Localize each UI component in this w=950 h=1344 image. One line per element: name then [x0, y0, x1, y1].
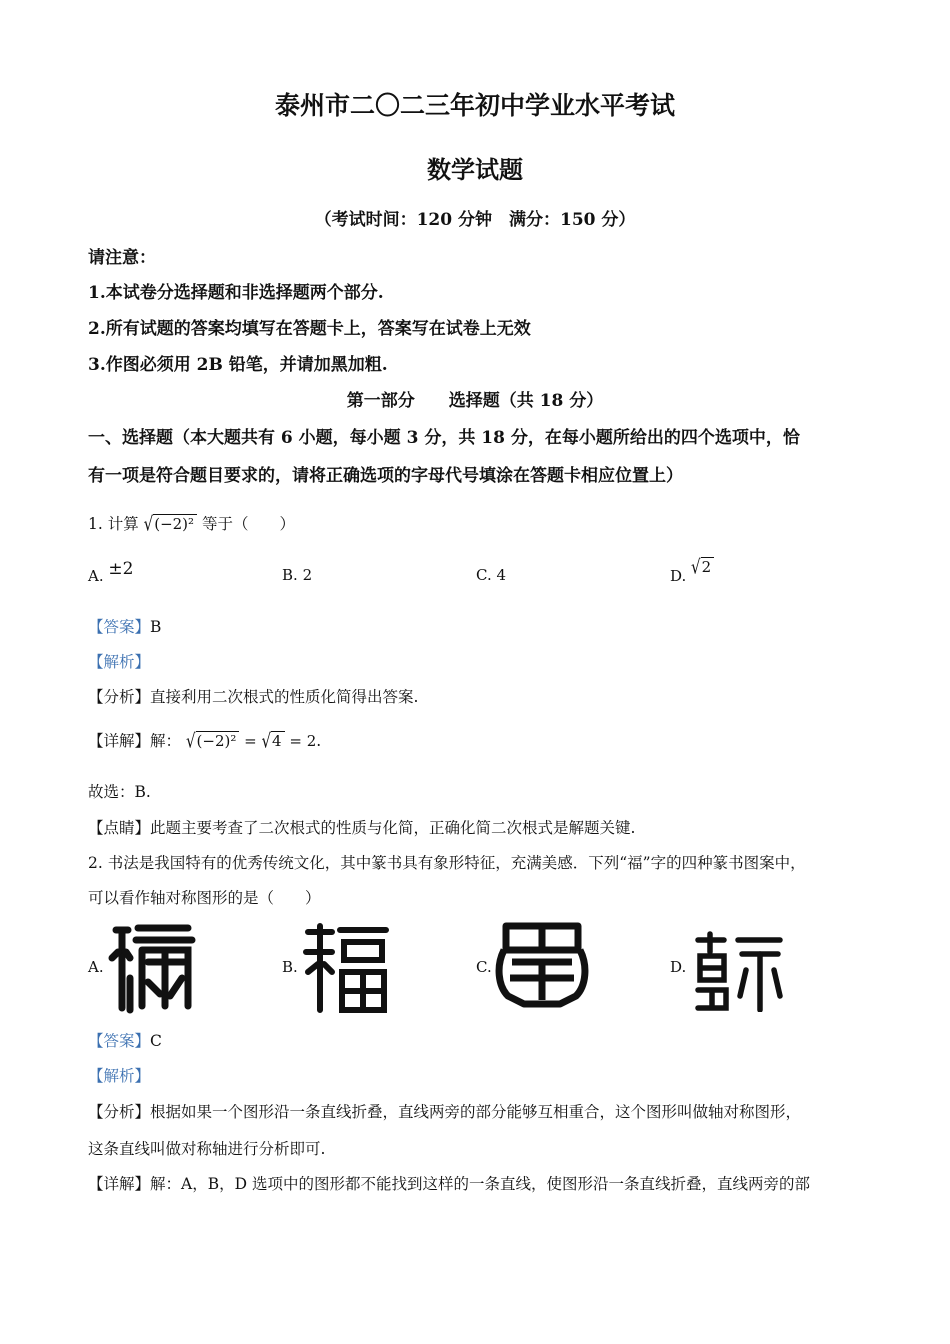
fenxi-tag: 【分析】 [88, 688, 151, 706]
q1-option-c [476, 566, 506, 584]
detail-result: = 2 [284, 732, 317, 750]
q1-stem-prefix: 1. 计算 [88, 515, 139, 533]
q1-choose: 故选：B. [88, 783, 151, 801]
sqrt-icon: √ [261, 729, 272, 753]
fenxi-tag: 【分析】 [88, 1103, 151, 1121]
detail-prefix: 解： [150, 732, 182, 750]
q1-stem [88, 512, 295, 534]
seal-fu-b-icon [302, 922, 390, 1014]
q1-expression [143, 512, 197, 536]
dianjing-tag: 【点睛】 [88, 819, 151, 837]
q1-detail [88, 729, 321, 751]
page-subtitle: 数学试题 [427, 155, 523, 184]
q2-detail [88, 1172, 810, 1194]
q1-option-b [282, 566, 312, 584]
detail-radicand-2: 4 [271, 731, 285, 750]
exam-info: （考试时间：120 分钟 满分：150 分） [314, 210, 636, 230]
q1-answer [88, 615, 161, 637]
detail-period: . [316, 732, 322, 750]
q2-fenxi-line2: 这条直线叫做对称轴进行分析即可. [88, 1140, 326, 1158]
q2-stem-line2: 可以看作轴对称图形的是（ ） [88, 889, 321, 907]
option-radicand: 2 [701, 557, 715, 576]
page-title: 泰州市二〇二三年初中学业水平考试 [274, 91, 675, 120]
notice-item: 1.本试卷分选择题和非选择题两个部分. [88, 283, 384, 303]
sqrt-icon: √ [185, 729, 196, 753]
seal-fu-c-icon [494, 916, 590, 1012]
detail-expression [185, 729, 317, 753]
q2-fenxi-line1 [88, 1100, 801, 1122]
option-letter: D. [670, 567, 687, 585]
q1-dianjing [88, 816, 635, 838]
dianjing-text: 此题主要考查了二次根式的性质与化简，正确化简二次根式是解题关键. [150, 819, 636, 837]
part-title: 第一部分 选择题（共 18 分） [346, 391, 604, 411]
option-value: 4 [496, 566, 507, 584]
answer-value: B [150, 618, 162, 636]
q2-option-b-letter: B. [282, 958, 298, 976]
q2-stem-line1: 2. 书法是我国特有的优秀传统文化，其中篆书具有象形特征，充满美感．下列“福”字的四种篆书图案中， [88, 854, 806, 872]
q1-fenxi [88, 685, 418, 707]
option-letter: A. [88, 567, 104, 585]
q2-option-a-letter: A. [88, 958, 104, 976]
q2-analysis-tag: 【解析】 [88, 1067, 151, 1085]
q1-stem-suffix: 等于（ ） [202, 515, 296, 533]
answer-value: C [150, 1032, 162, 1050]
sqrt-icon: √ [143, 512, 154, 536]
q1-analysis-tag: 【解析】 [88, 653, 151, 671]
detail-tag: 【详解】 [88, 1175, 151, 1193]
option-value: ±2 [108, 559, 134, 579]
answer-tag: 【答案】 [88, 618, 151, 636]
detail-radicand-1: (−2)² [196, 731, 240, 750]
sqrt-icon: √ [691, 555, 701, 579]
detail-text: 解：A，B，D 选项中的图形都不能找到这样的一条直线，使图形沿一条直线折叠，直线两旁的部 [150, 1175, 810, 1193]
section-heading-cont: 有一项是符合题目要求的，请将正确选项的字母代号填涂在答题卡相应位置上） [88, 466, 683, 486]
seal-fu-d-icon [690, 930, 786, 1012]
fenxi-text: 根据如果一个图形沿一条直线折叠，直线两旁的部分能够互相重合，这个图形叫做轴对称图形， [150, 1103, 802, 1121]
option-letter: C. [476, 566, 492, 584]
option-value-sqrt [691, 555, 714, 579]
seal-fu-a-icon [108, 918, 196, 1014]
notice-item: 3.作图必须用 2B 铅笔，并请加黑加粗. [88, 355, 388, 375]
detail-tag: 【详解】 [88, 732, 151, 750]
notice-heading: 请注意： [88, 248, 156, 268]
option-letter: B. [282, 566, 298, 584]
q1-option-d [670, 555, 714, 585]
q1-radicand: (−2)² [153, 514, 197, 533]
fenxi-text: 直接利用二次根式的性质化简得出答案. [150, 688, 419, 706]
section-heading: 一、选择题（本大题共有 6 小题，每小题 3 分，共 18 分，在每小题所给出的四个选项中，恰 [88, 428, 800, 448]
q2-answer [88, 1029, 162, 1051]
notice-item: 2.所有试题的答案均填写在答题卡上，答案写在试卷上无效 [88, 319, 531, 339]
q1-option-a [88, 559, 134, 586]
q2-option-d-letter: D. [670, 958, 687, 976]
answer-tag: 【答案】 [88, 1032, 151, 1050]
q2-option-c-letter: C. [476, 958, 492, 976]
detail-equals: = [239, 732, 262, 750]
option-value: 2 [302, 566, 313, 584]
